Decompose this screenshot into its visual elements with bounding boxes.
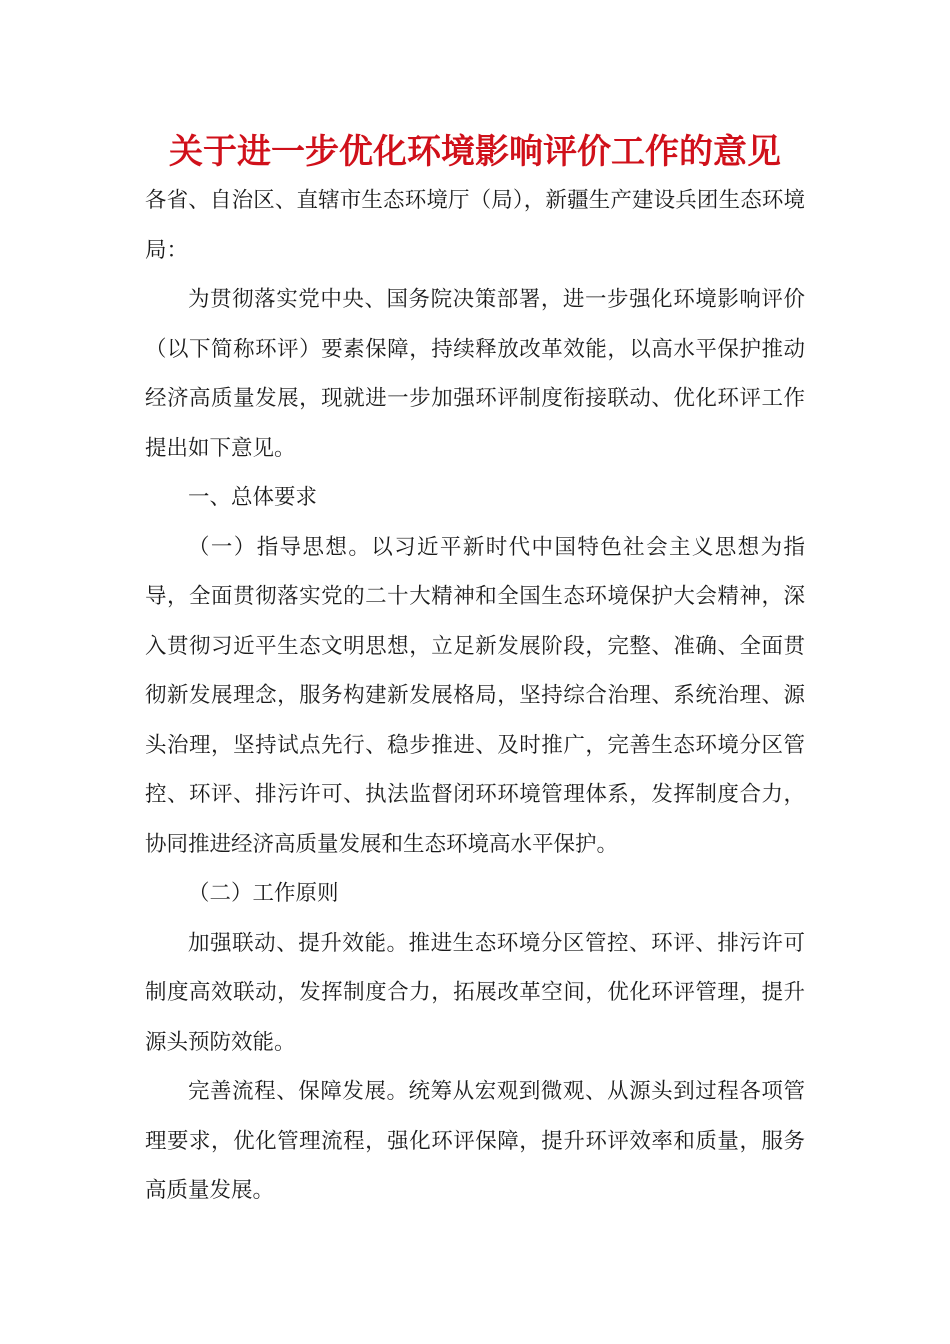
addressee-paragraph: 各省、自治区、直辖市生态环境厅（局），新疆生产建设兵团生态环境局：	[145, 188, 805, 263]
intro-paragraph: 为贯彻落实党中央、国务院决策部署，进一步强化环境影响评价（以下简称环评）要素保障，持续释放改革效能，以高水平保护推动经济高质量发展，现就进一步加强环评制度衔接联动、优化环评工作提出如下意见。	[145, 287, 805, 461]
section-heading-general-requirements: 一、总体要求	[188, 485, 318, 510]
document-body	[145, 176, 805, 1216]
principle-process-paragraph: 完善流程、保障发展。统筹从宏观到微观、从源头到过程各项管理要求，优化管理流程，强化环评保障，提升环评效率和质量，服务高质量发展。	[145, 1079, 805, 1203]
subheading-working-principles: （二）工作原则	[188, 881, 339, 906]
principle-linkage-paragraph: 加强联动、提升效能。推进生态环境分区管控、环评、排污许可制度高效联动，发挥制度合力，拓展改革空间，优化环评管理，提升源头预防效能。	[145, 930, 805, 1055]
document-title: 关于进一步优化环境影响评价工作的意见	[169, 132, 781, 172]
guiding-ideology-paragraph: （一）指导思想。以习近平新时代中国特色社会主义思想为指导，全面贯彻落实党的二十大精神和全国生态环境保护大会精神，深入贯彻习近平生态文明思想，立足新发展阶段，完整、准确、全面贯彻新发展理念，服务构建新发展格局，坚持综合治理、系统治理、源头治理，坚持试点先行、稳步推进、及时推广，完善生态环境分区管控、环评、排污许可、执法监督闭环环境管理体系，发挥制度合力，协同推进经济高质量发展和生态环境高水平保护。	[145, 534, 805, 857]
